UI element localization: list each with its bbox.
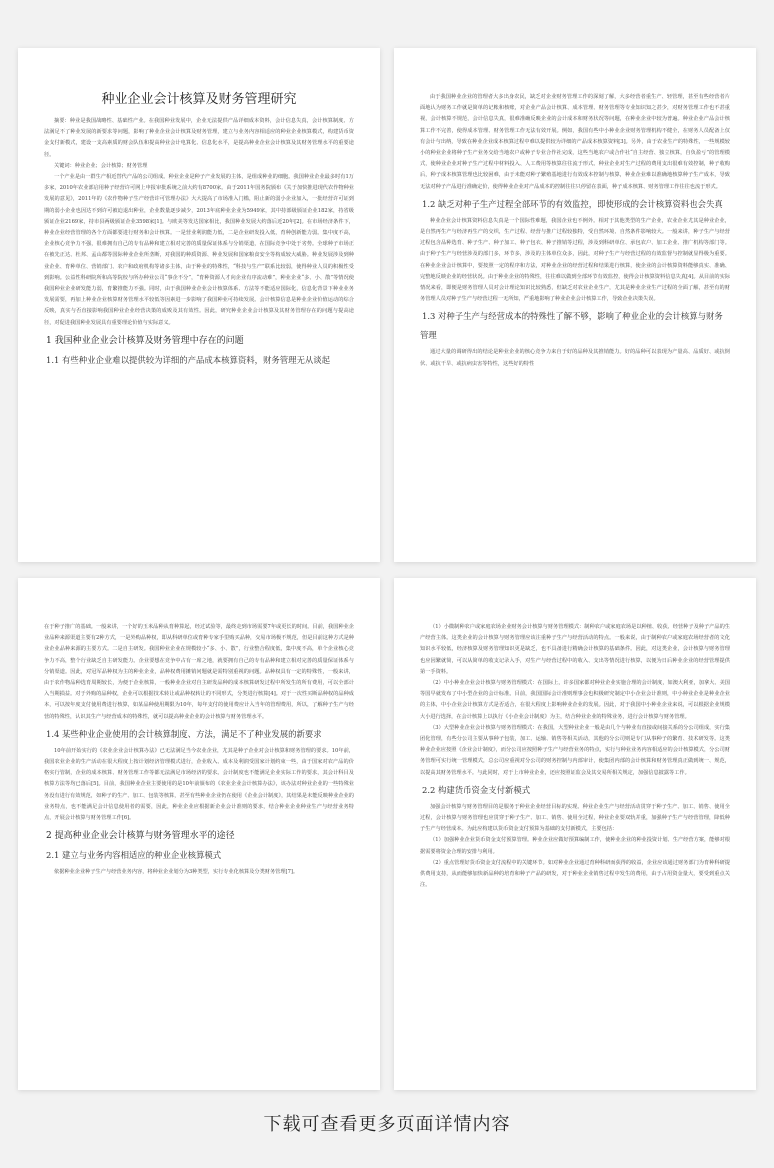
subsection-heading: 2.1 建立与业务内容相适应的种业企业核算模式: [46, 850, 222, 861]
subsection-heading: 1.1 有些种业企业难以提供较为详细的产品成本核算资料，财务管理无从谈起: [46, 354, 330, 365]
keywords-paragraph: 关键词：种业企业；会计核算；财务管理: [54, 162, 148, 169]
body-paragraph: （2）重点管理好货币资金支付流程中的关键环节。如对种业企业通过育种科研而获得的收益，企业应该通过财务部门为育种科研提供费用支持，从而能够加快新品种的培育和种子产品的研发，对于种业企业销售过程中发生的费用，由于占用资金量大，要受到重点关注。: [420, 859, 730, 889]
subsection-heading: 2.2 构建货币资金支付新模式: [422, 784, 531, 795]
body-paragraph: 10年前开始实行的《农业企业会计核算办法》已无法满足当今农业企业，尤其是种子企业对会计核算和财务管理的要求。10年前，我国农业企业的生产活动在很大程度上按计划经济管理模式进行，企业收入、成本及利润受国家计划约束一些，由于国家对农产品的价格实行管制，企业的成本核算、财务管理工作等都无法满足市场经济的要求。会计制度也不能满足企业实际工作的要求，其会计科目及核算方法等均已落后[5]。目前，我国种业企业主要使用的是10年前颁布的《农业企业会计核算办法》，该办法对种业企业的一些特殊业务没有进行有效规范，如种子的生产、加工、包装等核算，甚至有些种业企业仍在使用《企业会计制度》，其结果是未能反映种业企业的业务特点，也不能满足会计信息使用者的需要，因此，种业企业应根据新企业会计准则的要求，结合种业企业种业生产与经营业务特点，开展会计核算与财务管理工作[6]。: [44, 747, 354, 822]
body-paragraph: 种业企业会计核算资料信息失真是一个国际性难题，我国企业也不例外。相对于其他类型的生产企业，农业企业尤其是种业企业，是自然再生产与经济再生产的交织，生产过程、经营与推广过程较独特，受自然环境、自然条件影响较大。一般来讲，种子生产与经营过程包含品种选育、种子生产、种子加工、种子包衣、种子推销等过程，涉及到科研单位、承包农户、加工企业、推广机构等部门等。由于种子生产与经营涉及的部门多，环节多，涉及的主体单位众多，因此，对种子生产与经营过程的有效监督与控制就显得极为重要。在种业企业会计核算中，要按照一定的程序和方法，对种业企业的经营过程和结果进行核算，使企业的会计核算资料能够真实、准确、完整地反映企业的经营状况。由于种业企业的特殊性，往往难以做到全部环节有效监控，使得会计核算资料信息失真[4]。从目前的实际情况来看，即便是财务管理人员对会计理论知识比较熟悉，但缺乏对农业企业生产，尤其是种业企业生产过程的全面了解，甚至有的财务管理人员对种子生产与经营过程一无所知，严重地影响了种业企业会计核算工作，导致企业决策失误。: [420, 217, 730, 303]
intro-paragraph: 一个产业是由一群生产相近替代产品的公司组成。种业企业是种子产业发展的主体，是组成种业的细胞。我国种业企业最多时有1万多家，2010年农业部启用种子经营许可网上申报审批系统之前大约有8700家。由于2011年国务院颁布《关于加快推进现代农作物种业发展的意见》，2011年的《农作物种子生产经营许可管理办法》大大提高了市场准入门槛，阻止新的弱小企业加入，一批经营许可证到期的弱小企业也因达不到许可被迫退出种业，企业数量逐步减少，2013年底种业企业为5949家，其中持部级颁证企业182家，持省级颁证企业2169家，持市县两级颁证企业3598家[1]。与欧美等发达国家相比，我国种业发展大约落后近20年[2]。在市场经济条件下，种业企业经营管理的各个方面都要进行财务和会计核算。一是营业利润能力低，二是企业研发投入低，育种创新能力弱。集中度不高，企业核心竞争力不强，很难拥有自己的专有品种和建立相对完善的质量保证体系与分销渠道，在国际竞争中处于劣势。全球种子市场正在被先正达、杜邦、孟山都等国际种业企业所垄断，对我国的种质资源、种业发展和国家粮食安全等构成较大威胁。种业发展涉及到种业企业、育种单位、营销部门、农户和政府机构等诸多主体，由于种业的特殊性，“科技与生产”联系比较弱，使得种业人员的积极性受到影响。公益性科研院所和高等院校与所办种业公司“事企不分”，“育种资源人才向企业有序流动难”，种业企业“多、小、散”等情况使我国种业企业研发能力弱，育繁推能力不强。同时，由于我国种业企业会计核算体系、方法等不能适应国际化，信息化背景下种业业务发展需要，再加上种业企业核算财务管理水平较低等因素进一步影响了我国种业可持续发展。会计核算信息是种业企业价值运动的综合反映，真实与否直接影响我国种业企业经营决策的成败及其有效性。因此，研究种业企业会计核算及其财务管理存在的问题与提高途径，对促进我国种业发展具有重要理论价值与实际意义。: [44, 174, 354, 326]
document-title: 种业企业会计核算及财务管理研究: [101, 92, 297, 107]
body-paragraph: （3）大型种业企业会计核算与财务管理模式：在我国，大型种业企业一般是由几个与种业有直接或间接关系的分公司组成，实行集团化管理，有些分公司主要从事种子包装，加工、运输、销售等相关活动，其他的分公司则是专门从事种子的繁育、技术研发等。这类种业企业应按照《企业会计制度》，而分公司应按照种子生产与经营业务的特点，实行与种业业务内容相适应的会计核算模式，分公司财务管理可实行统一管理模式，总公司应重视对分公司的财务控制与内部审计，使集团内部的会计核算和财务管理真正做到统一、规范，以提高其财务管理水平。与此同时，对于上市种业企业，还应按照证监会及其交易所相关规定，加强信息披露等工作。: [420, 724, 730, 776]
body-paragraph: 在于种子推广的基础。一般来讲，一个好的玉米品种从育种算起，经过试验等，最终走到市场需要7年或更长的时间。目前，我国种业企业品种来源渠道主要有2种方式，一是外购品种权，即从科研单位或育种专家手里购买品种，交易市场极不规范，但是目前这种方式是种业企业品种来源的主要方式。二是自主研发。我国种业企业在规模较小“多、小、散”，行业整合程度低，集中度不高，单个企业核心竞争力不高，整个行业缺乏自主研发能力。企业要想在竞争中占有一席之地，就要拥有自己的专有品种和建立相对完善的质量保证体系与分销渠道。因此，对冠军品种权为主的种业企业，品种权费用摊销问题就是需特别重视的问题。品种权具有一定的特殊性，一般来讲，由于农作物品种选育周期较长，为便于企业核算，一般种业企业对自主研发品种的成本核算研发过程中所发生的所有费用，可以全部计入当期损益。对于外购的品种权，企业可以根据技术转让或品种权转让的不同形式，分类进行核算[4]。对于一次性买断品种权的品种成本，可以按年度支付使用费进行核算，如某品种使用期限为10年，每年支付的使用费应计入当年的管理费用，所以，了解种子生产与经营的特殊性，认识其生产与经营成本的特殊性，就可以提高种业企业的会计核算与财务管理水平。: [44, 624, 354, 720]
body-paragraph: 由于我国种业企业的管理者大多出身农民，缺乏对企业财务管理工作的深刻了解，大多经营者重生产、轻管理，甚至有些经营者片面地认为财务工作就是简单的记帐和核账，对企业产品会计核算、成本管理、财务管理等专业知识知之甚少，对财务管理工作也不甚重视，会计核算不规范，会计信息失真，很难准确反映企业的会计成本和财务状况等问题，在种业企业中较为普遍。种业企业产品会计核算工作不完善，使得成本管理、财务管理工作无法有效开展。例如，我国有些中小种业企业财务管理机构不健全，在财务人员配备上仅有会计与出纳，导致在种业企业成本核算过程中难以提供较为详细的产品成本核算资料[3]。另外，由于农业生产的特殊性，一些规模较小的种业企业将种子生产业务交给当地农户或种子专业合作社完成，这些当地农户或合作社“自主经营、独立核算，自负盈亏”的管理模式，使种业企业对种子生产过程中材料投入、人工费用等核算往往流于形式。种业企业对生产过程的费用支出很难有效控制，种子收购后，种子成本核算管理也比较困难，由于未能对种子繁殖基地进行有效成本控制与核算，种业企业难以准确地核算种子生产成本，导致无法对种子产品进行准确定价，使得种业企业对产品成本的控制往往只停留在表面，种子成本核算、财务管理工作往往也流于形式。: [420, 94, 730, 190]
body-paragraph: 加强会计核算与财务管理目的是服务于种业企业经营目标的实现。种业企业生产与经营活动贯穿于种子生产、加工、销售、使用全过程，会计核算与财务管理也应贯穿于种子生产、加工、销售、使用全过程，种业企业要双轨并重，加强种子生产与经营管理，降低种子生产与经营成本。为此应构建以货币资金支付预算为基础的支付新模式，主要包括：: [420, 803, 730, 833]
download-more-caption: 下载可查看更多页面详情内容: [263, 1114, 511, 1135]
document-page-4: [394, 578, 756, 1090]
body-paragraph: （1）小微制种农户或家庭农场企业财务会计核算与财务管理模式：制种农户或家庭农场是以种植、收获、经营种子及种子产品的生产经营主体。这类企业的会计核算与财务管理应该注重种子生产与经营活动的特点。一般来说，由于制种农户或家庭农场经营者的文化知识水平较低，经济核算及财务管理知识更是缺乏，也不具备进行精确会计核算的基础条件。因此，对这类企业，会计核算与财务管理也应因繁就简，可以从简单的收支记录入手，对生产与经营过程中的收入、支出等情况进行核算，以便为日后种业企业的经营管理提供第一手资料。: [420, 624, 730, 675]
body-paragraph: （1）加强种业企业货币资金支付预算管理。种业企业应做好预算编制工作，使种业企业的种业投资计划、生产经营方案，能够对根据需要将资金合理的安排与利用。: [420, 837, 730, 855]
body-paragraph: 通过大量的调研得出的结论是种业企业的核心竞争力来自于好的品种及其推销能力。好的品种可以表现为产量高、品质好、或抗倒伏、或抗干旱、或抗病虫害等特性，这些好的特性: [420, 349, 730, 367]
document-page-2: [394, 48, 756, 562]
section-heading: 1 我国种业企业会计核算及财务管理中存在的问题: [46, 335, 244, 346]
subsection-heading: 1.2 缺乏对种子生产过程全部环节的有效监控，即使形成的会计核算资料也会失真: [422, 198, 723, 209]
subsection-heading: 1.4 某些种业企业使用的会计核算制度、方法，满足不了种业发展的新要求: [46, 728, 322, 739]
body-paragraph: 依据种业企业种子生产与经营业务内容，将种业企业划分为3种类型，实行专业化核算及分类财务管理[7]。: [54, 869, 299, 876]
document-page-1: [18, 48, 380, 562]
abstract-paragraph: 摘要：种业是我国战略性、基础性产业。在我国种业发展中，企业无法提供产品详细成本资料，会计信息失真，会计核算制度、方法满足不了种业发展的新要求等问题，影响了种业企业会计核算及财务管理，建立与业务内容相适应的种业企业核算模式，构建货币资金支付新模式，建设一支高素质的财会队伍和提高种业会计电算化、信息化水平，是提高种业企业会计核算及其财务管理水平的重要途径。: [44, 118, 354, 158]
section-heading: 2 提高种业企业会计核算与财务管理水平的途径: [46, 831, 235, 842]
document-page-3: [18, 578, 380, 1090]
subsection-heading: 1.3 对种子生产与经营成本的特殊性了解不够，影响了种业企业的会计核算与财务管理: [420, 311, 723, 341]
body-paragraph: （2）中小种业企业会计核算与财务管理模式：在国际上，许多国家都对种业企业实施合理的会计制度，如澳大利亚，加拿大、美国等国早就发布了中小型企业的会计标准。目前，我国国际会计准则理事会也积极研究制定中小企业会计准则，中小种业企业是种业企业的主体，中小企业会计核算方式是否适合，在很大程度上影响种业企业的发展。因此，对于我国中小种业企业来说，可以根据企业规模大小进行选择，在会计核算上以执行《小企业会计制度》为主，结合种业企业的特殊业务，进行会计核算与财务管理。: [420, 680, 730, 720]
